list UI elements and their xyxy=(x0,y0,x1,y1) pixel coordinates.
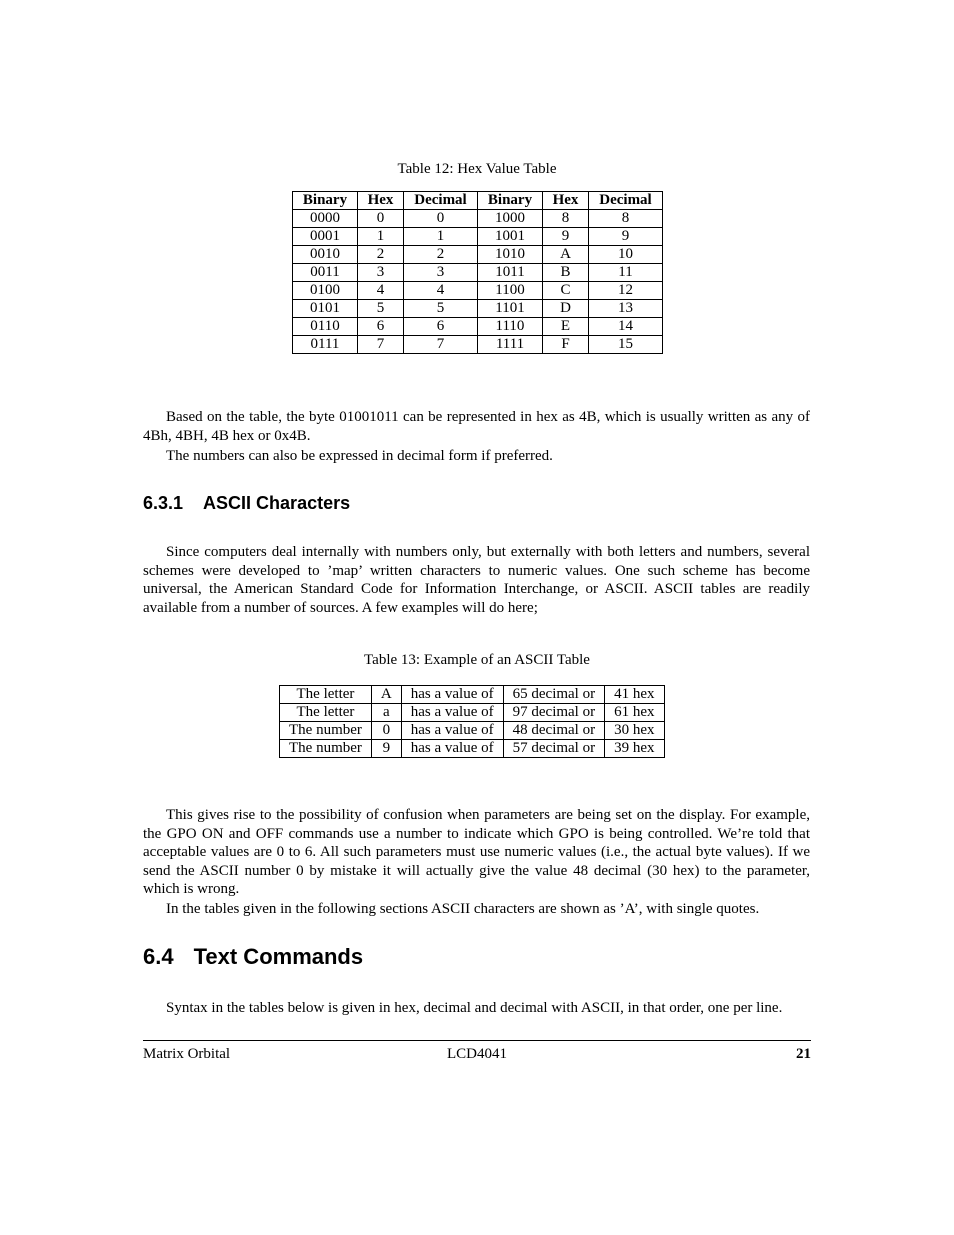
table-row xyxy=(293,282,663,300)
table-cell: 3 xyxy=(358,264,404,282)
table-cell: 10 xyxy=(589,246,663,264)
table-cell: 0111 xyxy=(293,336,358,354)
table-cell: 6 xyxy=(404,318,478,336)
table-cell: 97 decimal or xyxy=(503,704,604,722)
table-cell: 0000 xyxy=(293,210,358,228)
table-cell: F xyxy=(543,336,589,354)
table-cell: B xyxy=(543,264,589,282)
table-cell: 1001 xyxy=(478,228,543,246)
table-cell: has a value of xyxy=(401,740,503,758)
table-cell: 0001 xyxy=(293,228,358,246)
table-cell: 13 xyxy=(589,300,663,318)
table-cell: 0100 xyxy=(293,282,358,300)
table-cell: 7 xyxy=(358,336,404,354)
section-heading-6-3-1 xyxy=(143,492,350,514)
table-cell: 5 xyxy=(358,300,404,318)
table-cell: 6 xyxy=(358,318,404,336)
table-cell: The number xyxy=(280,740,372,758)
table-cell: 4 xyxy=(404,282,478,300)
table-cell: 1100 xyxy=(478,282,543,300)
table-cell: 0 xyxy=(358,210,404,228)
table-cell: 8 xyxy=(543,210,589,228)
table-row xyxy=(293,264,663,282)
table-cell: 0 xyxy=(404,210,478,228)
table-row xyxy=(293,336,663,354)
table-cell: 61 hex xyxy=(605,704,664,722)
table-cell: The number xyxy=(280,722,372,740)
table-cell: 7 xyxy=(404,336,478,354)
table-cell: 0110 xyxy=(293,318,358,336)
column-header: Hex xyxy=(358,192,404,210)
table-cell: 0 xyxy=(371,722,401,740)
section-heading-6-4 xyxy=(143,944,363,970)
column-header: Hex xyxy=(543,192,589,210)
column-header: Binary xyxy=(293,192,358,210)
table-cell: 2 xyxy=(404,246,478,264)
table-cell: 3 xyxy=(404,264,478,282)
table-cell: 4 xyxy=(358,282,404,300)
section-number: 6.4 xyxy=(143,944,174,969)
table-row xyxy=(280,740,665,758)
table-cell: has a value of xyxy=(401,722,503,740)
table-cell: 41 hex xyxy=(605,686,664,704)
paragraph: This gives rise to the possibility of confusion when parameters are being set on the display. For example, the GPO ON and OFF commands use a number to indicate which GPO is being controlled. We’re told that acceptable values are 0 to 6. All such parameters must use numeric values (i.e., the actual byte values). If we send the ASCII number 0 by mistake it will actually give the value 48 decimal (30 hex) to the parameter, which is wrong. xyxy=(143,807,810,898)
paragraph: Syntax in the tables below is given in hex, decimal and decimal with ASCII, in that order, one per line. xyxy=(166,1000,783,1016)
table-cell: 9 xyxy=(371,740,401,758)
ascii-example-table xyxy=(279,685,665,758)
table-cell: 12 xyxy=(589,282,663,300)
paragraph: Since computers deal internally with numbers only, but externally with both letters and numbers, several schemes were developed to ’map’ written characters to numeric values. One such scheme has become universal, the American Standard Code for Information Interchange, or ASCII. ASCII tables are readily available from a number of sources. A few examples will do here; xyxy=(143,544,810,616)
table-cell: 1101 xyxy=(478,300,543,318)
table-cell: 1111 xyxy=(478,336,543,354)
table-cell: 57 decimal or xyxy=(503,740,604,758)
table-row xyxy=(280,722,665,740)
paragraph: Based on the table, the byte 01001011 can be represented in hex as 4B, which is usually written as any of 4Bh, 4BH, 4B hex or 0x4B. xyxy=(143,409,810,444)
table-cell: 14 xyxy=(589,318,663,336)
table-row xyxy=(280,686,665,704)
footer-divider xyxy=(143,1040,811,1041)
section-title: ASCII Characters xyxy=(203,493,351,513)
table-row xyxy=(280,704,665,722)
table-cell: The letter xyxy=(280,704,372,722)
hex-value-table xyxy=(292,191,663,354)
table-cell: 15 xyxy=(589,336,663,354)
table-cell: 1000 xyxy=(478,210,543,228)
table-row xyxy=(293,210,663,228)
table-row xyxy=(293,246,663,264)
table-cell: 11 xyxy=(589,264,663,282)
table-row xyxy=(293,318,663,336)
table-cell: D xyxy=(543,300,589,318)
table-cell: 65 decimal or xyxy=(503,686,604,704)
table12-caption: Table 12: Hex Value Table xyxy=(397,161,557,177)
table-cell: has a value of xyxy=(401,686,503,704)
table-cell: 9 xyxy=(543,228,589,246)
table-row xyxy=(293,300,663,318)
paragraph: The numbers can also be expressed in decimal form if preferred. xyxy=(166,448,553,464)
table-header-row xyxy=(293,192,663,210)
table-cell: 48 decimal or xyxy=(503,722,604,740)
paragraph: In the tables given in the following sections ASCII characters are shown as ’A’, with single quotes. xyxy=(166,901,760,917)
table-cell: A xyxy=(371,686,401,704)
table-cell: The letter xyxy=(280,686,372,704)
column-header: Binary xyxy=(478,192,543,210)
table-cell: 1 xyxy=(358,228,404,246)
table-cell: 0010 xyxy=(293,246,358,264)
table-cell: 1 xyxy=(404,228,478,246)
table-cell: 1011 xyxy=(478,264,543,282)
table-cell: 1110 xyxy=(478,318,543,336)
footer-company: Matrix Orbital xyxy=(143,1046,231,1062)
footer-model: LCD4041 xyxy=(447,1046,507,1062)
section-title: Text Commands xyxy=(193,944,364,969)
table-row xyxy=(293,228,663,246)
table-cell: has a value of xyxy=(401,704,503,722)
table-cell: C xyxy=(543,282,589,300)
column-header: Decimal xyxy=(589,192,663,210)
table-cell: 8 xyxy=(589,210,663,228)
section-number: 6.3.1 xyxy=(143,493,184,513)
table-cell: 0101 xyxy=(293,300,358,318)
table-cell: 5 xyxy=(404,300,478,318)
table-cell: 30 hex xyxy=(605,722,664,740)
table-cell: E xyxy=(543,318,589,336)
table-cell: 2 xyxy=(358,246,404,264)
page-number: 21 xyxy=(796,1046,811,1062)
table-cell: 39 hex xyxy=(605,740,664,758)
table13-caption: Table 13: Example of an ASCII Table xyxy=(364,652,590,668)
column-header: Decimal xyxy=(404,192,478,210)
table-cell: 0011 xyxy=(293,264,358,282)
table-cell: 9 xyxy=(589,228,663,246)
table-cell: A xyxy=(543,246,589,264)
table-cell: a xyxy=(371,704,401,722)
table-cell: 1010 xyxy=(478,246,543,264)
